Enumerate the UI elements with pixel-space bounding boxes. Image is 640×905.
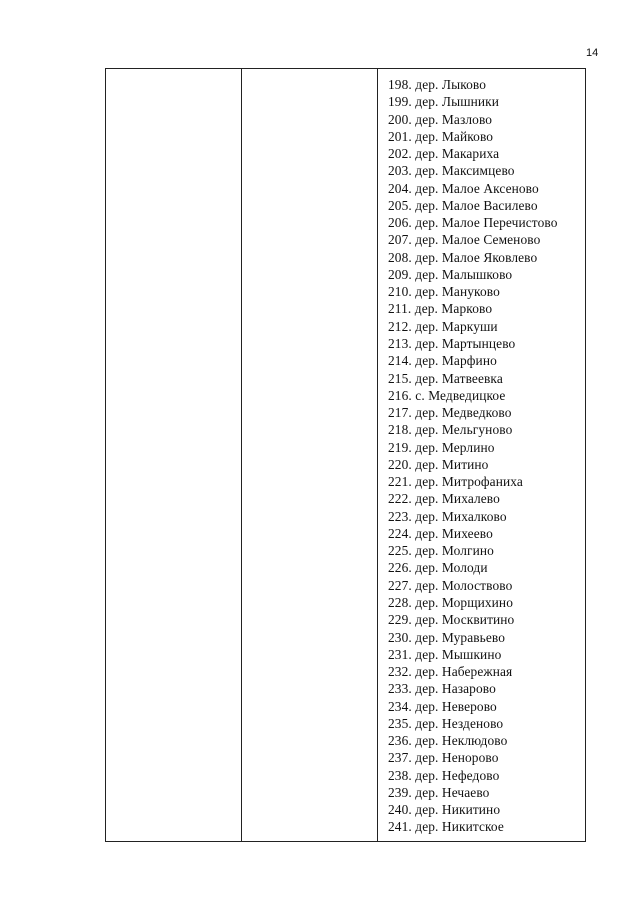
settlement-list-item: 229. дер. Москвитино: [388, 612, 515, 628]
settlement-list-item: 199. дер. Лышники: [388, 94, 500, 110]
settlement-table: [105, 68, 586, 842]
settlement-list-item: 207. дер. Малое Семеново: [388, 232, 541, 248]
settlement-list-item: 198. дер. Лыково: [388, 77, 487, 92]
column-divider-1: [241, 69, 242, 841]
settlement-list-item: 220. дер. Митино: [388, 456, 489, 472]
settlement-list-item: 235. дер. Незденово: [388, 715, 504, 731]
settlement-list-item: 230. дер. Муравьево: [388, 629, 506, 645]
settlement-list-item: 205. дер. Малое Василево: [388, 197, 538, 213]
settlement-list-item: 212. дер. Маркуши: [388, 318, 498, 334]
settlement-list-item: 203. дер. Максимцево: [388, 163, 515, 179]
settlement-list-item: 241. дер. Никитское: [388, 819, 504, 835]
settlement-list-item: 221. дер. Митрофаниха: [388, 474, 523, 490]
settlement-list-item: 240. дер. Никитино: [388, 802, 501, 818]
settlement-list-item: 219. дер. Мерлино: [388, 439, 495, 455]
settlement-list-item: 231. дер. Мышкино: [388, 646, 502, 662]
settlement-list-item: 233. дер. Назарово: [388, 681, 496, 697]
settlement-list-item: 202. дер. Макариха: [388, 146, 500, 162]
settlement-list-item: 239. дер. Нечаево: [388, 784, 490, 800]
settlement-list-item: 232. дер. Набережная: [388, 664, 513, 680]
settlement-list-item: 208. дер. Малое Яковлево: [388, 249, 538, 265]
settlement-list-item: 238. дер. Нефедово: [388, 767, 500, 783]
settlement-list-item: 216. с. Медведицкое: [388, 387, 506, 403]
settlement-list-item: 228. дер. Морщихино: [388, 594, 513, 610]
column-divider-2: [377, 69, 378, 841]
settlement-list-item: 226. дер. Молоди: [388, 560, 488, 576]
settlement-list-item: 215. дер. Матвеевка: [388, 370, 503, 386]
settlement-list-item: 227. дер. Молоствово: [388, 577, 513, 593]
page-number: 14: [586, 47, 599, 59]
settlement-list-item: 213. дер. Мартынцево: [388, 335, 516, 351]
settlement-list-item: 209. дер. Малышково: [388, 266, 513, 282]
settlement-list-item: 217. дер. Медведково: [388, 405, 512, 421]
settlement-list-item: 225. дер. Молгино: [388, 543, 494, 559]
settlement-list-item: 214. дер. Марфино: [388, 353, 497, 369]
settlement-list-item: 200. дер. Мазлово: [388, 111, 493, 127]
settlement-list-item: 210. дер. Мануково: [388, 284, 500, 300]
settlement-list-item: 224. дер. Михеево: [388, 525, 493, 541]
settlement-list-item: 211. дер. Марково: [388, 301, 493, 317]
settlement-list-item: 218. дер. Мельгуново: [388, 422, 513, 438]
settlement-list-item: 204. дер. Малое Аксеново: [388, 180, 539, 196]
settlement-list-item: 236. дер. Неклюдово: [388, 733, 508, 749]
settlement-list: [388, 76, 558, 836]
settlement-list-item: 237. дер. Ненорово: [388, 750, 499, 766]
settlement-list-item: 222. дер. Михалево: [388, 491, 500, 507]
settlement-list-item: 206. дер. Малое Перечистово: [388, 215, 558, 231]
settlement-list-item: 223. дер. Михалково: [388, 508, 507, 524]
settlement-list-item: 234. дер. Неверово: [388, 698, 497, 714]
settlement-list-item: 201. дер. Майково: [388, 128, 494, 144]
